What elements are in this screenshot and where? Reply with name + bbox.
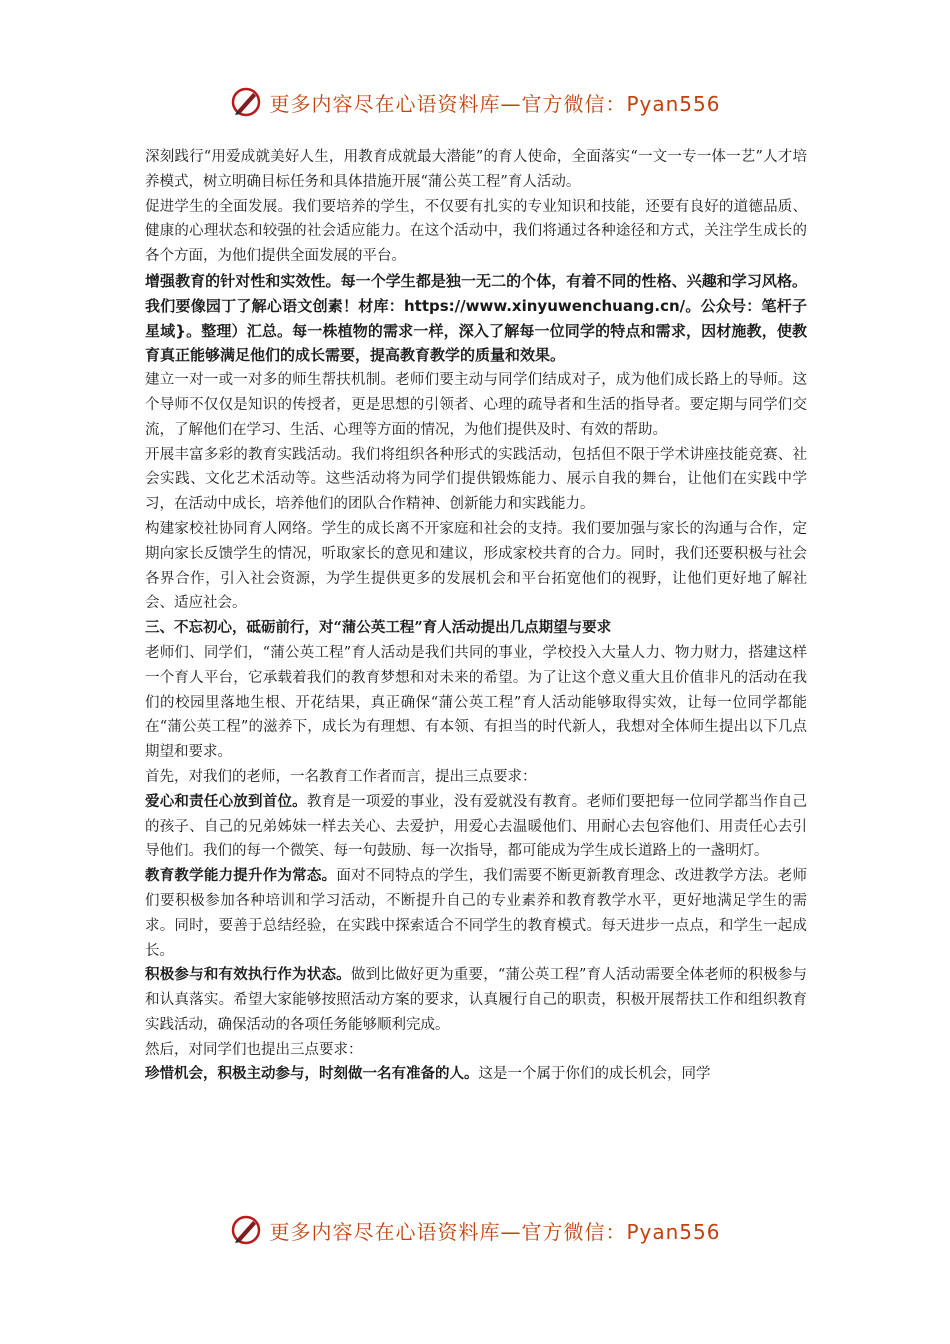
paragraph-bold: 增强教育的针对性和实效性。每一个学生都是独一无二的个体，有着不同的性格、兴趣和学习风格。我们要像园丁了解心语文创素！材库：https://www.xinyuwenchuang.cn/。公众号：笔杆子星域}。整理）汇总。每一株植物的需求一样，深入了解每一位同学的特点和需求，因材施教，使教育真正能够满足他们的成长需要，提高教育教学的质量和效果。 — [145, 271, 807, 365]
paragraph — [145, 790, 807, 864]
paragraph: 老师们、同学们，“蒲公英工程”育人活动是我们共同的事业，学校投入大量人力、物力财力，搭建这样一个育人平台，它承载着我们的教育梦想和对未来的希望。为了让这个意义重大且价值非凡的活动在我们的校园里落地生根、开花结果，真正确保“蒲公英工程”育人活动能够取得实效，让每一位同学都能在“蒲公英工程”的滋养下，成长为有理想、有本领、有担当的时代新人，我想对全体师生提出以下几点期望和要求。 — [145, 644, 807, 761]
header-banner-text: 更多内容尽在心语资料库—官方微信：Pyan556 — [269, 91, 721, 116]
paragraph — [145, 963, 807, 1037]
paragraph-text: 面对不同特点的学生，我们需要不断更新教育理念、改进教学方法。老师们要积极参加各种培训和学习活动，不断提升自己的专业素养和教育教学水平，更好地满足学生的需求。同时，要善于总结经验，在实践中探索适合不同学生的教育模式。每天进步一点点，和学生一起成长。 — [145, 868, 808, 959]
paragraph-lead: 爱心和责任心放到首位。 — [145, 792, 307, 810]
paragraph — [145, 1062, 807, 1087]
paragraph-text: 做到比做好更为重要，“蒲公英工程”育人活动需要全体老师的积极参与和认真落实。希望大家能够按照活动方案的要求，认真履行自己的职责，积极开展帮扶工作和组织教育实践活动，确保活动的各项任务能够顺利完成。 — [145, 967, 808, 1033]
footer-banner-text: 更多内容尽在心语资料库—官方微信：Pyan556 — [269, 1219, 721, 1244]
paragraph: 首先，对我们的老师，一名教育工作者而言，提出三点要求： — [145, 768, 537, 785]
footer-banner — [0, 1208, 950, 1252]
paragraph-lead: 教育教学能力提升作为常态。 — [145, 867, 337, 885]
paragraph: 促进学生的全面发展。我们要培养的学生，不仅要有扎实的专业知识和技能，还要有良好的道德品质、健康的心理状态和较强的社会适应能力。在这个活动中，我们将通过各种途径和方式，关注学生成长的各个方面，为他们提供全面发展的平台。 — [145, 198, 807, 265]
paragraph: 然后，对同学们也提出三点要求： — [145, 1041, 363, 1058]
paragraph-lead: 珍惜机会，积极主动参与，时刻做一名有准备的人。 — [145, 1065, 479, 1083]
paragraph: 构建家校社协同育人网络。学生的成长离不开家庭和社会的支持。我们要加强与家长的沟通与合作，定期向家长反馈学生的情况，听取家长的意见和建议，形成家校共育的合力。同时，我们还要积极与社会各界合作，引入社会资源，为学生提供更多的发展机会和平台拓宽他们的视野，让他们更好地了解社会、适应社会。 — [145, 520, 807, 612]
section-heading: 三、不忘初心，砥砺前行，对“蒲公英工程”育人活动提出几点期望与要求 — [145, 619, 612, 637]
header-banner — [0, 80, 950, 124]
paragraph-text: 这是一个属于你们的成长机会，同学 — [478, 1066, 711, 1083]
document-body — [145, 145, 807, 1087]
paragraph: 开展丰富多彩的教育实践活动。我们将组织各种形式的实践活动，包括但不限于学术讲座技能竞赛、社会实践、文化艺术活动等。这些活动将为同学们提供锻炼能力、展示自我的舞台，让他们在实践中学习，在活动中成长，培养他们的团队合作精神、创新能力和实践能力。 — [145, 446, 807, 513]
pen-logo-icon — [229, 1213, 263, 1247]
paragraph-lead: 积极参与和有效执行作为状态。 — [145, 966, 351, 984]
paragraph — [145, 864, 807, 963]
pen-logo-icon — [229, 85, 263, 119]
paragraph: 深刻践行“用爱成就美好人生，用教育成就最大潜能”的育人使命，全面落实“一文一专一体一艺”人才培养模式，树立明确目标任务和具体措施开展“蒲公英工程”育人活动。 — [145, 149, 807, 190]
paragraph-text: 教育是一项爱的事业，没有爱就没有教育。老师们要把每一位同学都当作自己的孩子、自己的兄弟姊妹一样去关心、去爱护，用爱心去温暖他们、用耐心去包容他们、用责任心去引导他们。我们的每一个微笑、每一句鼓励、每一次指导，都可能成为学生成长道路上的一盏明灯。 — [145, 793, 807, 860]
paragraph: 建立一对一或一对多的师生帮扶机制。老师们要主动与同学们结成对子，成为他们成长路上的导师。这个导师不仅仅是知识的传授者，更是思想的引领者、心理的疏导者和生活的指导者。要定期与同学们交流，了解他们在学习、生活、心理等方面的情况，为他们提供及时、有效的帮助。 — [145, 372, 807, 438]
